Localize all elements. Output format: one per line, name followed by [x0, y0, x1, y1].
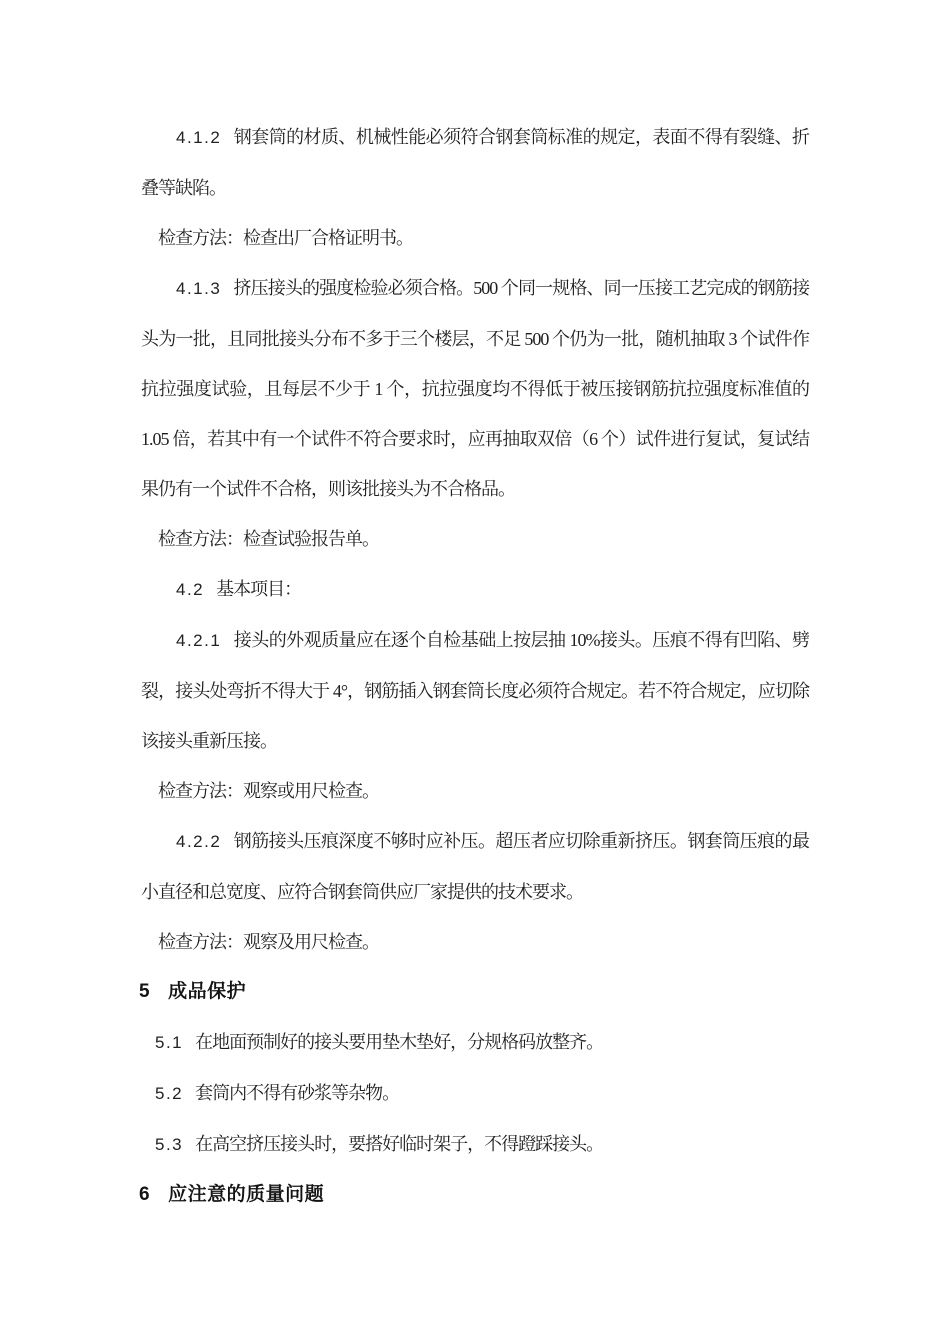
- item-number: 5.2: [155, 1084, 184, 1103]
- clause-number: 4.1.3: [176, 279, 222, 298]
- clause-number: 4.2: [176, 580, 205, 599]
- method-text: 检查方法：观察或用尺检查。: [158, 781, 379, 801]
- clause-text: 接头的外观质量应在逐个自检基础上按层抽 10%接头。压痕不得有凹陷、劈裂，接头处弯折不得大于 4°，钢筋插入钢套筒长度必须符合规定。若不符合规定，应切除该接头重新压接。: [141, 630, 809, 751]
- section-6-heading: [141, 1170, 809, 1220]
- clause-number: 4.2.1: [176, 631, 222, 650]
- item-text: 套筒内不得有砂浆等杂物。: [195, 1083, 400, 1103]
- inspection-method-line: [141, 766, 809, 816]
- item-text: 在地面预制好的接头要用垫木垫好，分规格码放整齐。: [195, 1032, 604, 1052]
- document-body: [141, 112, 809, 1220]
- inspection-method-line: [141, 514, 809, 564]
- section-number: 5: [139, 981, 151, 1002]
- section-title: 应注意的质量问题: [168, 1184, 325, 1205]
- clause-text: 基本项目：: [216, 579, 302, 599]
- inspection-method-line: [141, 917, 809, 967]
- method-text: 检查方法：检查试验报告单。: [158, 529, 379, 549]
- clause-4-1-3: [141, 263, 809, 514]
- item-5-3: [141, 1119, 809, 1170]
- item-5-1: [141, 1017, 809, 1068]
- clause-number: 4.1.2: [176, 128, 222, 147]
- item-5-2: [141, 1068, 809, 1119]
- clause-4-2: [141, 564, 809, 615]
- clause-text: 钢筋接头压痕深度不够时应补压。超压者应切除重新挤压。钢套筒压痕的最小直径和总宽度、应符合钢套筒供应厂家提供的技术要求。: [141, 831, 809, 902]
- clause-4-2-1: [141, 615, 809, 766]
- clause-text: 钢套筒的材质、机械性能必须符合钢套筒标准的规定，表面不得有裂缝、折叠等缺陷。: [141, 127, 809, 198]
- item-text: 在高空挤压接头时，要搭好临时架子，不得蹬踩接头。: [195, 1134, 604, 1154]
- clause-4-1-2: [141, 112, 809, 213]
- section-title: 成品保护: [168, 981, 247, 1002]
- inspection-method-line: [141, 213, 809, 263]
- method-text: 检查方法：观察及用尺检查。: [158, 932, 379, 952]
- method-text: 检查方法：检查出厂合格证明书。: [158, 228, 413, 248]
- item-number: 5.3: [155, 1135, 184, 1154]
- clause-number: 4.2.2: [176, 832, 222, 851]
- clause-4-2-2: [141, 816, 809, 917]
- section-5-heading: [141, 967, 809, 1017]
- clause-text: 挤压接头的强度检验必须合格。500 个同一规格、同一压接工艺完成的钢筋接头为一批，且同批接头分布不多于三个楼层，不足 500 个仍为一批，随机抽取 3 个试件作抗拉强度试验，且每层不少于 1 个，抗拉强度均不得低于被压接钢筋抗拉强度标准值的 1.05 倍，若其中有一个试件不符合要求时，应再抽取双倍（6 个）试件进行复试，复试结果仍有一个试件不合格，则该批接头为不合格品。: [141, 278, 809, 499]
- item-number: 5.1: [155, 1033, 184, 1052]
- section-number: 6: [139, 1184, 151, 1205]
